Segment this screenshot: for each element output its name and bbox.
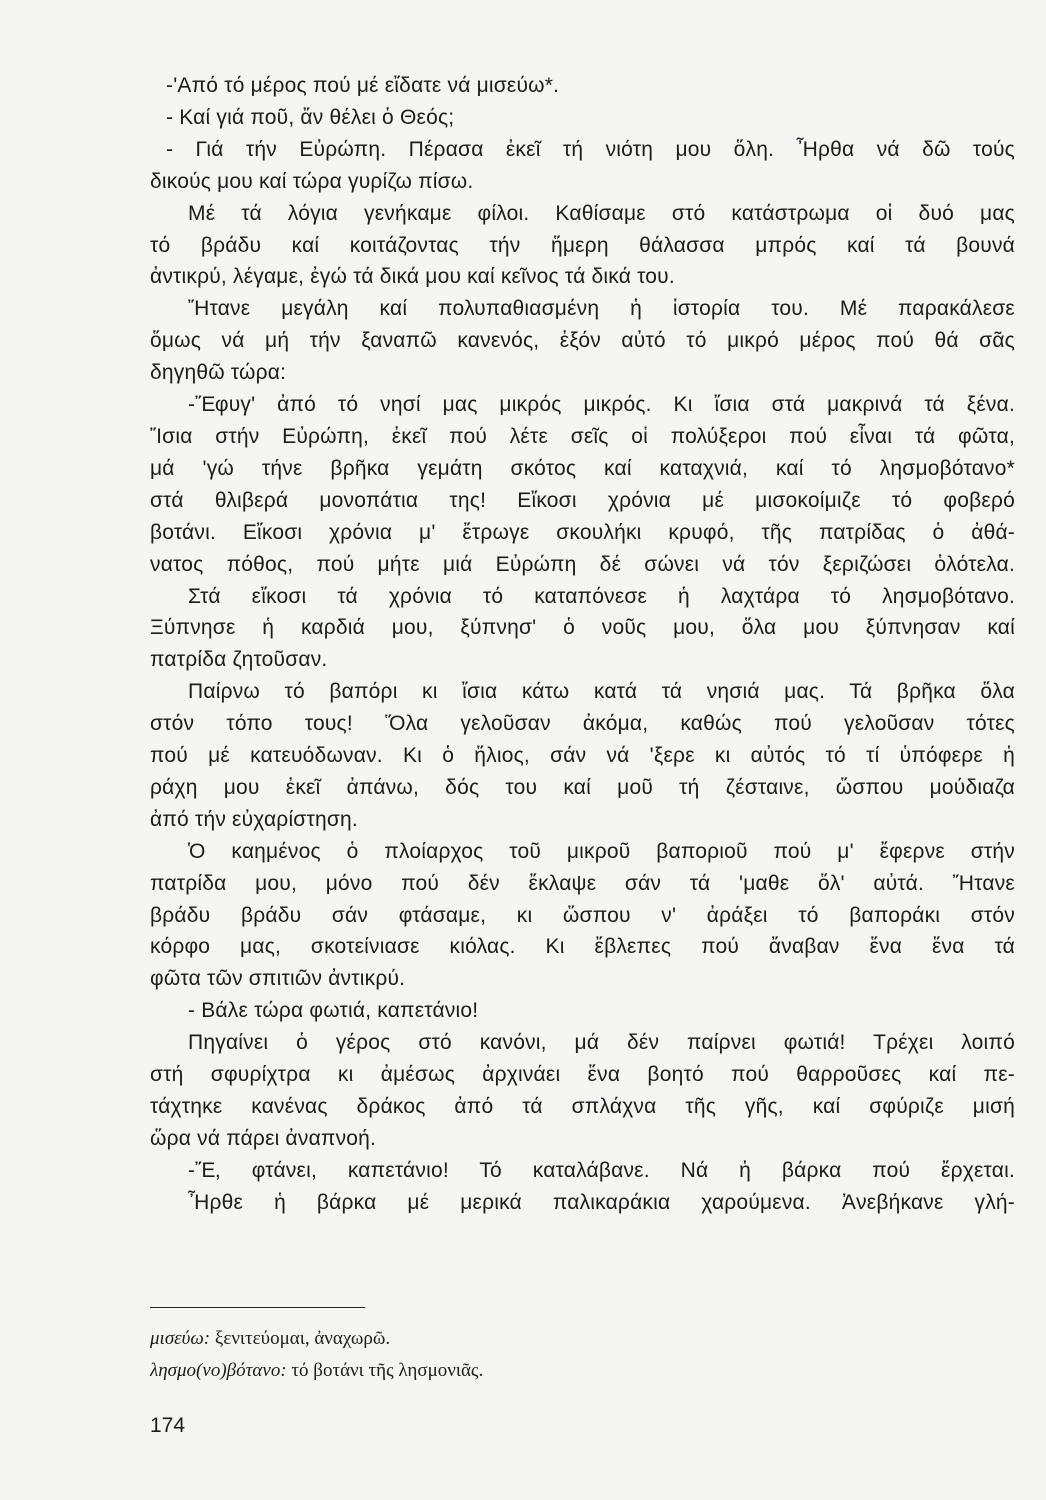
text-line: - Βάλε τώρα φωτιά, καπετάνιο! <box>188 999 479 1023</box>
text-line: ἀπό τήν εὐχαρίστηση. <box>150 807 358 831</box>
text-line: Πηγαίνει ὁ γέρος στό κανόνι, μά δέν παίρνει φωτιά! Τρέχει λοιπό <box>188 1031 1015 1055</box>
text-line: στά θλιβερά μονοπάτια της! Εἴκοσι χρόνια μέ μισοκοίμιζε τό φοβερό <box>150 488 1015 512</box>
text-line: κόρφο μας, σκοτείνιασε κιόλας. Κι ἔβλεπες πού ἄναβαν ἕνα ἕνα τά <box>150 935 1015 959</box>
text-line: πατρίδα ζητοῦσαν. <box>150 648 328 672</box>
text-line: Στά εἴκοσι τά χρόνια τό καταπόνεσε ἡ λαχτάρα τό λησμοβότανο. <box>188 584 1015 608</box>
text-line: νατος πόθος, πού μήτε μιά Εὐρώπη δέ σώνει νά τόν ξεριζώσει ὁλότελα. <box>150 552 1015 576</box>
footnote-divider <box>150 1307 365 1308</box>
text-line: -Ἔφυγ' ἀπό τό νησί μας μικρός μικρός. Κι ἴσια στά μακρινά τά ξένα. <box>188 393 1015 417</box>
text-line: Μέ τά λόγια γενήκαμε φίλοι. Καθίσαμε στό κατάστρωμα οἱ δυό μας <box>188 201 1015 225</box>
text-line: δηγηθῶ τώρα: <box>150 361 287 385</box>
text-line: Παίρνω τό βαπόρι κι ἴσια κάτω κατά τά νησιά μας. Τά βρῆκα ὅλα <box>188 680 1015 704</box>
text-line: Ξύπνησε ἡ καρδιά μου, ξύπνησ' ὁ νοῦς μου, ὅλα μου ξύπνησαν καί <box>150 616 1015 640</box>
text-line: - Γιά τήν Εὐρώπη. Πέρασα ἐκεῖ τή νιότη μου ὅλη. Ἦρθα νά δῶ τούς <box>166 137 1015 161</box>
text-line: τάχτηκε κανένας δράκος ἀπό τά σπλάχνα τῆς γῆς, καί σφύριζε μισή <box>150 1095 1015 1118</box>
text-line: μά 'γώ τήνε βρῆκα γεμάτη σκότος καί καταχνιά, καί τό λησμοβότανο* <box>150 456 1015 480</box>
text-line: στή σφυρίχτρα κι ἀμέσως ἀρχινάει ἕνα βοητό πού θαρροῦσες καί πε- <box>150 1063 1015 1087</box>
text-line: Ἴσια στήν Εὐρώπη, ἐκεῖ πού λέτε σεῖς οἱ πολύξεροι πού εἶναι τά φῶτα, <box>150 424 1015 448</box>
page-number: 174 <box>150 1414 186 1437</box>
text-line: Ἦρθε ἡ βάρκα μέ μερικά παλικαράκια χαρούμενα. Ἀνεβήκανε γλή- <box>188 1190 1015 1214</box>
text-line: -'Από τό μέρος πού μέ εἴδατε νά μισεύω*. <box>166 74 560 97</box>
text-line: - Καί γιά ποῦ, ἄν θέλει ὁ Θεός; <box>166 105 455 129</box>
text-line: πατρίδα μου, μόνο πού δέν ἔκλαψε σάν τά 'μαθε ὅλ' αὐτά. Ἤτανε <box>150 871 1015 895</box>
text-line: βράδυ βράδυ σάν φτάσαμε, κι ὥσπου ν' ἀράξει τό βαποράκι στόν <box>150 903 1015 927</box>
footnote-definition: τό βοτάνι τῆς λησμονιᾶς. <box>291 1360 484 1381</box>
text-line: φῶτα τῶν σπιτιῶν ἀντικρύ. <box>150 967 406 991</box>
text-line: ἀντικρύ, λέγαμε, ἐγώ τά δικά μου καί κεῖνος τά δικά του. <box>150 265 675 289</box>
footnote-definition: ξενιτεύομαι, ἀναχωρῶ. <box>214 1328 391 1349</box>
footnote-term: μισεύω: <box>150 1328 211 1349</box>
text-line: Ἤτανε μεγάλη καί πολυπαθιασμένη ἡ ἱστορία του. Μέ παρακάλεσε <box>188 297 1015 321</box>
text-line: ράχη μου ἐκεῖ ἀπάνω, δός του καί μοῦ τή ζέσταινε, ὥσπου μούδιαζα <box>150 775 1015 799</box>
text-line: -Ἔ, φτάνει, καπετάνιο! Τό καταλάβανε. Νά ἡ βάρκα πού ἔρχεται. <box>188 1158 1015 1182</box>
text-line: πού μέ κατευόδωναν. Κι ὁ ἥλιος, σάν νά 'ξερε κι αὐτός τό τί ὑπόφερε ἡ <box>150 744 1015 768</box>
text-line: ὥρα νά πάρει ἀναπνοή. <box>150 1126 377 1150</box>
text-line: βοτάνι. Εἴκοσι χρόνια μ' ἔτρωγε σκουλήκι κρυφό, τῆς πατρίδας ὁ ἀθά- <box>150 520 1015 544</box>
text-line: δικούς μου καί τώρα γυρίζω πίσω. <box>150 169 474 193</box>
text-line: ὅμως νά μή τήν ξαναπῶ κανενός, ἐξόν αὐτό τό μικρό μέρος πού θά σᾶς <box>150 329 1015 353</box>
footnotes <box>150 1323 850 1387</box>
footnote-1 <box>150 1323 850 1355</box>
footnote-term: λησμο(νο)βότανο: <box>150 1360 287 1381</box>
text-line: τό βράδυ καί κοιτάζοντας τήν ἥμερη θάλασσα μπρός καί τά βουνά <box>150 233 1015 257</box>
footnote-2 <box>150 1355 850 1387</box>
text-line: Ὁ καημένος ὁ πλοίαρχος τοῦ μικροῦ βαποριοῦ πού μ' ἔφερνε στήν <box>188 839 1015 863</box>
text-line: στόν τόπο τους! Ὅλα γελοῦσαν ἀκόμα, καθώς πού γελοῦσαν τότες <box>150 712 1015 736</box>
body-text <box>150 70 1015 1219</box>
